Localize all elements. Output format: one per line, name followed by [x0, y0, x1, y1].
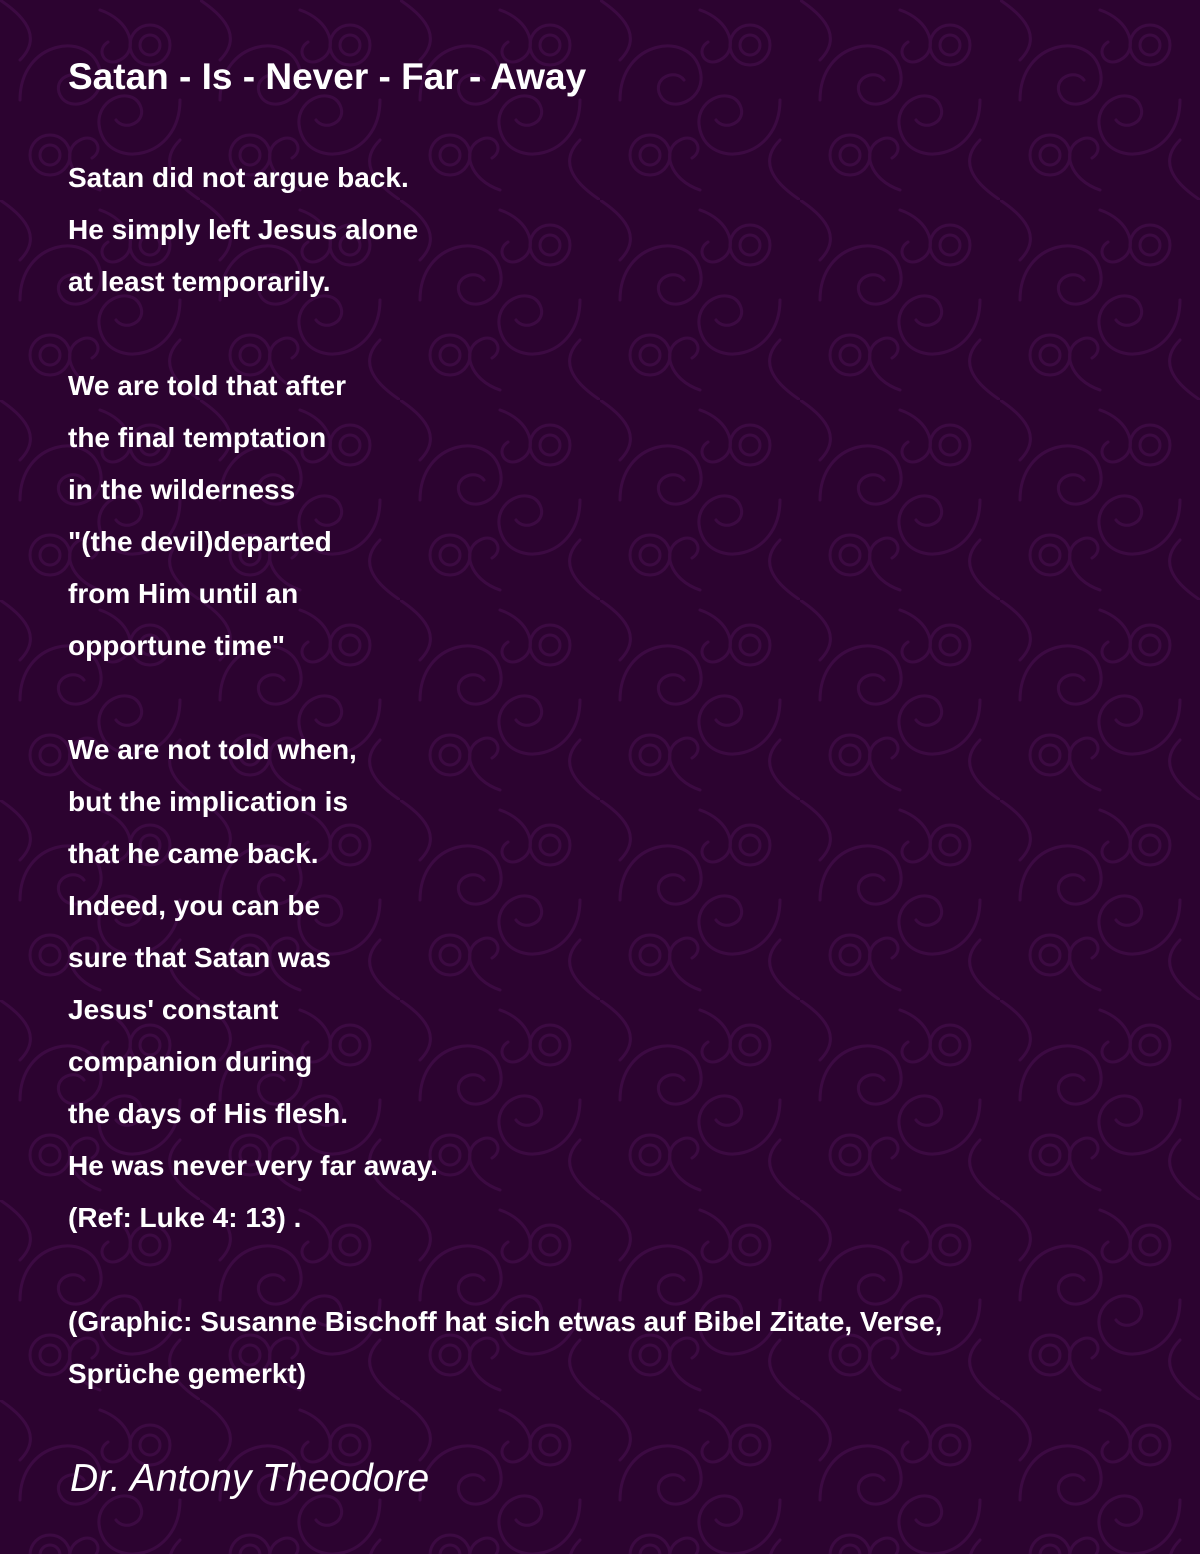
poem-line: at least temporarily.: [68, 266, 331, 297]
poem-line: companion during: [68, 1046, 313, 1077]
poem-line: He was never very far away.: [68, 1150, 438, 1181]
poem-line: Sprüche gemerkt): [68, 1358, 307, 1389]
poem-line: the final temptation: [68, 422, 327, 453]
poem-line: from Him until an: [68, 578, 299, 609]
poem-line: but the implication is: [68, 786, 349, 817]
poem-author: Dr. Antony Theodore: [70, 1457, 430, 1500]
poem-line: Jesus' constant: [68, 994, 279, 1025]
poem-line: sure that Satan was: [68, 942, 331, 973]
poem-line: the days of His flesh.: [68, 1098, 349, 1129]
poem-line: "(the devil)departed: [68, 526, 332, 557]
poem-line: in the wilderness: [68, 474, 296, 505]
poem-line: He simply left Jesus alone: [68, 214, 419, 245]
stanza-break: [68, 672, 1148, 724]
poem-body: [68, 152, 1148, 1400]
stanza-break: [68, 1244, 1148, 1296]
poem-line: (Graphic: Susanne Bischoff hat sich etwas auf Bibel Zitate, Verse,: [68, 1306, 943, 1337]
stanza-break: [68, 308, 1148, 360]
poem-line: We are told that after: [68, 370, 346, 401]
poem-line: opportune time": [68, 630, 286, 661]
poem-line: (Ref: Luke 4: 13) .: [68, 1202, 302, 1233]
poem-line: Satan did not argue back.: [68, 162, 409, 193]
poem-line: We are not told when,: [68, 734, 357, 765]
poem-line: Indeed, you can be: [68, 890, 321, 921]
poem-line: that he came back.: [68, 838, 319, 869]
poem-title: Satan - Is - Never - Far - Away: [68, 56, 587, 97]
